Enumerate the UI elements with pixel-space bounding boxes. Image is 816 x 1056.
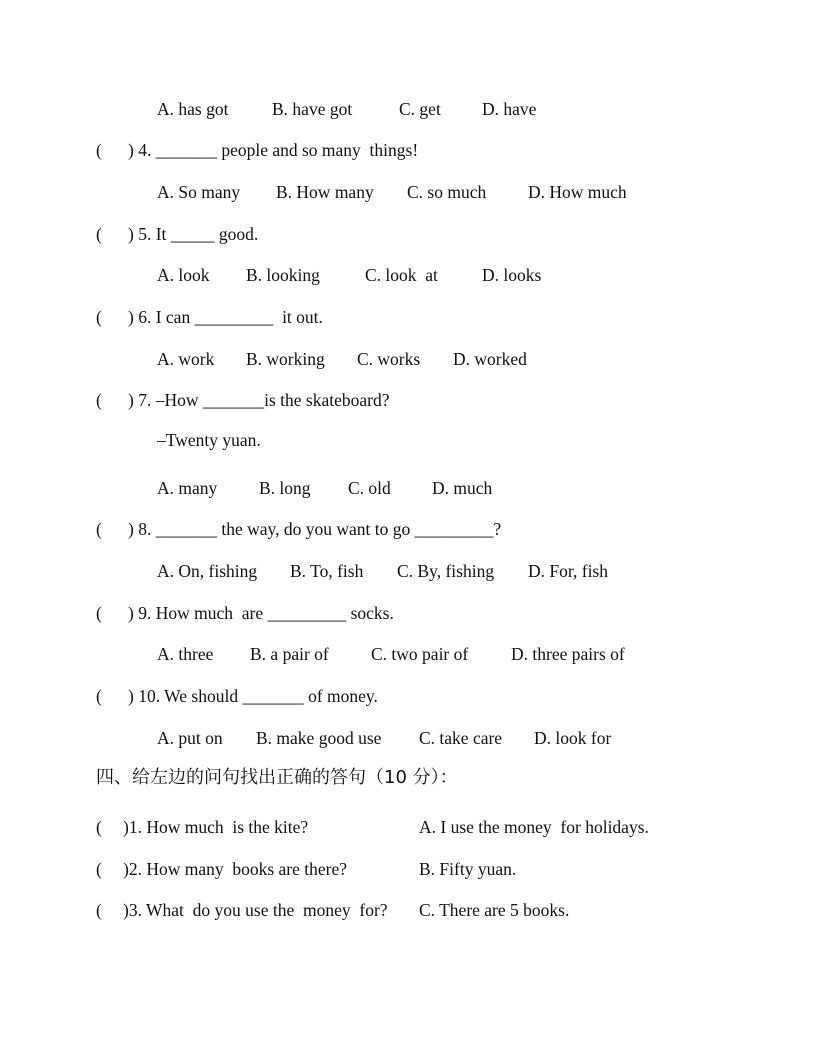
q9-option-a: A. three xyxy=(157,644,214,664)
q5-question: ) 5. It _____ good. xyxy=(128,224,259,244)
q4-option-b: B. How many xyxy=(276,182,374,202)
q6-option-c: C. works xyxy=(357,349,421,369)
q10-option-d: D. look for xyxy=(534,728,612,748)
q9-answer-paren: ( xyxy=(96,603,102,623)
q5-option-c: C. look at xyxy=(365,265,438,285)
q10-option-c: C. take care xyxy=(419,728,503,748)
q6-answer-paren: ( xyxy=(96,307,102,327)
q6-option-a: A. work xyxy=(157,349,215,369)
q4-answer-paren: ( xyxy=(96,140,102,160)
q3-option-c: C. get xyxy=(399,99,441,119)
q9-option-d: D. three pairs of xyxy=(511,644,625,664)
q3-option-a: A. has got xyxy=(157,99,229,119)
q8-option-c: C. By, fishing xyxy=(397,561,495,581)
q7-option-a: A. many xyxy=(157,478,218,498)
q3-option-d: D. have xyxy=(482,99,537,119)
match-a-answer: A. I use the money for holidays. xyxy=(419,817,649,837)
q4-question: ) 4. _______ people and so many things! xyxy=(128,140,419,160)
q9-option-c: C. two pair of xyxy=(371,644,469,664)
q5-option-a: A. look xyxy=(157,265,210,285)
q8-option-d: D. For, fish xyxy=(528,561,608,581)
match-2-question: )2. How many books are there? xyxy=(123,859,348,879)
match-1-question: )1. How much is the kite? xyxy=(123,817,309,837)
q7-option-c: C. old xyxy=(348,478,391,498)
q9-question: ) 9. How much are _________ socks. xyxy=(128,603,394,623)
q6-option-d: D. worked xyxy=(453,349,527,369)
q4-option-d: D. How much xyxy=(528,182,627,202)
q8-option-a: A. On, fishing xyxy=(157,561,258,581)
section-4-heading: 四、给左边的问句找出正确的答句（10 分）： xyxy=(96,767,458,788)
q9-option-b: B. a pair of xyxy=(250,644,329,664)
q7-question: ) 7. –How _______is the skateboard? xyxy=(128,390,390,410)
q5-option-d: D. looks xyxy=(482,265,542,285)
q4-option-a: A. So many xyxy=(157,182,241,202)
q7-answer-paren: ( xyxy=(96,390,102,410)
q8-question: ) 8. _______ the way, do you want to go _________? xyxy=(128,519,502,539)
q10-question: ) 10. We should _______ of money. xyxy=(128,686,378,706)
match-3-paren: ( xyxy=(96,900,102,920)
q4-option-c: C. so much xyxy=(407,182,487,202)
q3-option-b: B. have got xyxy=(272,99,353,119)
q6-option-b: B. working xyxy=(246,349,325,369)
q6-question: ) 6. I can _________ it out. xyxy=(128,307,323,327)
match-3-question: )3. What do you use the money for? xyxy=(123,900,388,920)
q8-option-b: B. To, fish xyxy=(290,561,364,581)
match-2-paren: ( xyxy=(96,859,102,879)
match-1-paren: ( xyxy=(96,817,102,837)
q7-option-d: D. much xyxy=(432,478,493,498)
q7-reply-line: –Twenty yuan. xyxy=(157,430,261,450)
q7-option-b: B. long xyxy=(259,478,311,498)
q8-answer-paren: ( xyxy=(96,519,102,539)
match-c-answer: C. There are 5 books. xyxy=(419,900,570,920)
match-b-answer: B. Fifty yuan. xyxy=(419,859,517,879)
q5-option-b: B. looking xyxy=(246,265,320,285)
q10-option-a: A. put on xyxy=(157,728,223,748)
q10-answer-paren: ( xyxy=(96,686,102,706)
q10-option-b: B. make good use xyxy=(256,728,382,748)
q5-answer-paren: ( xyxy=(96,224,102,244)
